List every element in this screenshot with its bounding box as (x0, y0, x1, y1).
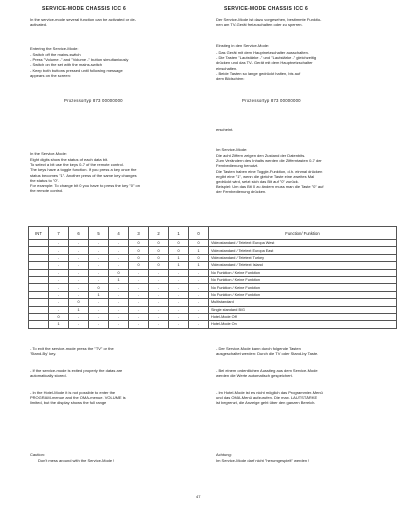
table-cell-bit: - (89, 321, 109, 328)
de-autosave: - Bei einem ordentlichen Ausstieg aus dem Service-Mode werden die Werte automatisch gespeichert. (216, 368, 318, 379)
table-row (29, 247, 397, 254)
table-cell-bit: - (109, 247, 129, 254)
table-cell-function: Videostandard / Teletext Island (209, 262, 397, 269)
table-row (29, 284, 397, 291)
col-header-bit1: 1 (169, 227, 189, 240)
table-cell-function: No Funktion / Keine Funktion (209, 284, 397, 291)
de-caution-text: Im Service-Mode darf nicht "herumgespielt" werden ! (216, 458, 310, 463)
table-cell-bit: 1 (69, 306, 89, 313)
header-left: SERVICE-MODE CHASSIS ICC 6 (42, 6, 127, 12)
table-cell-bit: - (149, 321, 169, 328)
table-cell-function: Videostandard / Telelext Europa West (209, 240, 397, 247)
table-cell-bit: 0 (129, 254, 149, 261)
table-cell-bit: - (49, 247, 69, 254)
table-cell-bit: 0 (89, 284, 109, 291)
table-cell-bit: - (169, 299, 189, 306)
de-appears: erscheint. (216, 127, 234, 132)
table-cell-bit: - (189, 306, 209, 313)
en-processor-code: Prozessortyp 873 00000000 (64, 98, 123, 103)
table-cell-bit: - (69, 262, 89, 269)
table-cell-bit: - (149, 313, 169, 320)
table-cell-bit: 1 (109, 276, 129, 283)
table-cell-bit: - (89, 306, 109, 313)
table-cell-function: Videostandard / Teletext Turkey (209, 254, 397, 261)
table-cell-bit: - (189, 291, 209, 298)
de-enter-title: Einstieg in den Service-Mode: (216, 43, 270, 48)
table-cell-bit: - (89, 276, 109, 283)
table-cell-int (29, 262, 49, 269)
table-cell-int (29, 247, 49, 254)
table-cell-bit: - (169, 284, 189, 291)
table-cell-int (29, 299, 49, 306)
table-cell-bit: 0 (149, 262, 169, 269)
table-cell-bit: 1 (169, 262, 189, 269)
table-cell-bit: - (109, 321, 129, 328)
table-cell-int (29, 291, 49, 298)
col-header-int: INT (29, 227, 49, 240)
table-cell-bit: - (49, 276, 69, 283)
table-row (29, 269, 397, 276)
table-cell-bit: - (149, 299, 169, 306)
en-autosave: - If the service-mode is exited properly the datas are automatically stored. (30, 368, 123, 379)
table-cell-bit: 0 (189, 240, 209, 247)
table-cell-bit: - (129, 306, 149, 313)
table-row (29, 313, 397, 320)
table-cell-bit: - (129, 276, 149, 283)
page-number: 47 (196, 494, 201, 499)
table-cell-bit: - (169, 321, 189, 328)
table-cell-bit: - (69, 321, 89, 328)
en-caution-text: Don't mess around with the Service-Mode ! (38, 458, 115, 463)
table-cell-bit: - (69, 284, 89, 291)
table-cell-bit: - (109, 240, 129, 247)
table-cell-bit: - (169, 276, 189, 283)
col-header-bit7: 7 (49, 227, 69, 240)
table-cell-bit: - (129, 321, 149, 328)
table-cell-bit: 0 (69, 299, 89, 306)
table-cell-bit: - (109, 284, 129, 291)
table-cell-int (29, 306, 49, 313)
table-cell-bit: - (89, 299, 109, 306)
table-cell-bit: - (69, 291, 89, 298)
table-cell-bit: 0 (129, 240, 149, 247)
table-row (29, 299, 397, 306)
table-cell-int (29, 276, 49, 283)
table-row (29, 262, 397, 269)
table-cell-bit: - (189, 269, 209, 276)
de-hotel: - Im Hotel-Mode ist es nicht möglich das Programmier-Menü und das OMA-Menü aufzurufen. Die max. LAUTSTÄRKE ist begrenzt, die Anzeige geht über den ganzen Bereich. (216, 390, 323, 406)
table-cell-bit: 1 (169, 254, 189, 261)
table-cell-bit: - (189, 276, 209, 283)
table-cell-function: No Funktion / Keine Funktion (209, 291, 397, 298)
table-cell-bit: - (69, 313, 89, 320)
table-cell-function: Hotel-Mode Off (209, 313, 397, 320)
en-enter-steps: - Switch off the mains-switch - Press "Volume -" and "Volume -" button simultaniously - Switch on the set with the mains-switch - Keep both buttons pressed until following message appears on the screen: (30, 52, 129, 78)
table-cell-bit: - (149, 276, 169, 283)
en-hotel: - In the Hotel-Mode it is not possible to enter the PROGRAM-menue and the OMA-menue. VOLUME is limited, but the display shows the full range (30, 390, 126, 406)
table-cell-bit: - (69, 240, 89, 247)
en-caution-title: Caution: (30, 452, 45, 457)
en-exit: - To exit the service-mode press the "TV" or the 'Stand-By' key. (30, 346, 114, 357)
table-cell-bit: - (89, 254, 109, 261)
table-cell-bit: 1 (189, 262, 209, 269)
table-cell-bit: - (129, 269, 149, 276)
table-cell-bit: 1 (49, 321, 69, 328)
table-cell-function: No Funktion / Keine Funktion (209, 276, 397, 283)
table-cell-bit: - (109, 291, 129, 298)
service-bit-table (28, 226, 397, 329)
en-intro: In the service-mode several function can be activated or de- activated. (30, 17, 137, 28)
col-header-bit5: 5 (89, 227, 109, 240)
table-cell-bit: - (129, 299, 149, 306)
col-header-bit0: 0 (189, 227, 209, 240)
table-cell-bit: 0 (49, 313, 69, 320)
table-cell-bit: - (129, 313, 149, 320)
table-row (29, 276, 397, 283)
table-cell-bit: 0 (129, 262, 149, 269)
table-cell-int (29, 313, 49, 320)
en-mode-text: Eight digits show the status of each data bit. To select a bit use the keys 0-7 of the remote control. The keys have a toggle function. If you press a key once the status becomes "1". Another press of the same key changes the status to "0". For example: To change bit 0 you have to press the key "0" on the remote control. (30, 157, 140, 194)
table-cell-bit: - (49, 269, 69, 276)
table-cell-bit: - (49, 291, 69, 298)
table-cell-bit: - (49, 284, 69, 291)
table-cell-function: Videostandard / Telelext Europa East (209, 247, 397, 254)
table-cell-bit: - (109, 262, 129, 269)
table-header-row (29, 227, 397, 240)
col-header-bit2: 2 (149, 227, 169, 240)
table-cell-bit: 0 (149, 254, 169, 261)
table-cell-bit: - (109, 313, 129, 320)
table-row (29, 240, 397, 247)
table-cell-bit: - (149, 269, 169, 276)
table-cell-bit: - (69, 276, 89, 283)
table-cell-bit: - (69, 247, 89, 254)
table-cell-bit: - (149, 291, 169, 298)
table-row (29, 306, 397, 313)
table-cell-bit: - (109, 254, 129, 261)
table-row (29, 254, 397, 261)
table-cell-bit: 1 (89, 291, 109, 298)
de-enter-steps: - Das Gerät mit dem Hauptnetzschalter ausschalten. - Die Tasten "Lautstärke -" und "Lautstärke -" gleichzeitig drücken und das TV- Gerät mit dem Hauptnetzschalter einschalten. - Beide Tasten so lange gedrückt halten, bis auf dem Bildschirm: (216, 50, 317, 82)
table-row (29, 291, 397, 298)
table-cell-bit: - (149, 306, 169, 313)
table-cell-bit: - (129, 284, 149, 291)
header-right: SERVICE-MODE CHASSIS ICC 6 (224, 6, 309, 12)
table-cell-bit: - (169, 291, 189, 298)
table-cell-bit: - (189, 321, 209, 328)
de-exit: - Der Service-Mode kann durch folgende Tasten ausgeschaltet werden: Durch die TV oder Stand-by Taste. (216, 346, 319, 357)
table-cell-int (29, 254, 49, 261)
table-cell-bit: - (169, 306, 189, 313)
col-header-bit6: 6 (69, 227, 89, 240)
table-cell-bit: - (69, 269, 89, 276)
table-cell-bit: 0 (149, 247, 169, 254)
col-header-bit3: 3 (129, 227, 149, 240)
table-cell-bit: - (49, 262, 69, 269)
table-cell-bit: - (189, 299, 209, 306)
table-cell-function: No Funktion / Keine Funktion (209, 269, 397, 276)
table-row (29, 321, 397, 328)
table-cell-int (29, 284, 49, 291)
table-cell-int (29, 321, 49, 328)
table-cell-bit: - (129, 291, 149, 298)
table-cell-bit: - (109, 306, 129, 313)
table-cell-bit: - (49, 240, 69, 247)
table-cell-bit: - (169, 313, 189, 320)
table-cell-bit: - (169, 269, 189, 276)
table-cell-function: Hotel-Mode On (209, 321, 397, 328)
table-cell-bit: - (69, 254, 89, 261)
de-mode-text: Die acht Ziffern zeigen den Zustand der Datenbits. Zum Verändern des Inhalts werden die Zifferntasten 0-7 der Fernbedienung benutzt. Die Tasten haben eine Toggle-Funktion, d.h. einmal drücken ergibt eine "1", wenn die gleiche Taste eine zweites Mal gedrückt wird, setzt sich das Bit auf "0" zurück. Beispiel: Um das Bit 0 zu ändern muss man die Taste "0" auf der Fernbedienung drücken. (216, 153, 324, 195)
table-cell-bit: - (149, 284, 169, 291)
table-cell-int (29, 240, 49, 247)
table-cell-bit: 0 (129, 247, 149, 254)
table-cell-bit: 0 (169, 247, 189, 254)
table-cell-bit: - (89, 240, 109, 247)
de-processor-code: Prozessortyp 873 00000000 (242, 98, 301, 103)
table-cell-bit: - (49, 299, 69, 306)
en-enter-title: Entering the Service-Mode: (30, 46, 79, 51)
table-cell-bit: - (89, 262, 109, 269)
table-cell-bit: - (189, 313, 209, 320)
table-cell-bit: - (89, 313, 109, 320)
table-cell-bit: 0 (189, 254, 209, 261)
table-cell-bit: - (89, 247, 109, 254)
table-cell-bit: 0 (169, 240, 189, 247)
de-caution-title: Achtung: (216, 452, 232, 457)
table-cell-bit: - (49, 254, 69, 261)
table-cell-function: Multistandard (209, 299, 397, 306)
de-mode-title: Im Service-Mode: (216, 147, 248, 152)
table-cell-bit: 0 (149, 240, 169, 247)
en-mode-title: In the Service-Mode: (30, 151, 67, 156)
col-header-bit4: 4 (109, 227, 129, 240)
table-cell-bit: - (189, 284, 209, 291)
table-cell-bit: - (109, 299, 129, 306)
table-cell-bit: 0 (109, 269, 129, 276)
de-intro: Der Service-Mode ist dazu vorgesehen, bestimmte Funktio- nen am TV-Gerät freizuschalten oder zu sperren. (216, 17, 322, 28)
table-cell-bit: - (49, 306, 69, 313)
table-cell-bit: 1 (189, 247, 209, 254)
table-cell-bit: - (89, 269, 109, 276)
col-header-function: Function/ Funktion (209, 227, 397, 240)
table-cell-function: Single standard B/G (209, 306, 397, 313)
table-cell-int (29, 269, 49, 276)
